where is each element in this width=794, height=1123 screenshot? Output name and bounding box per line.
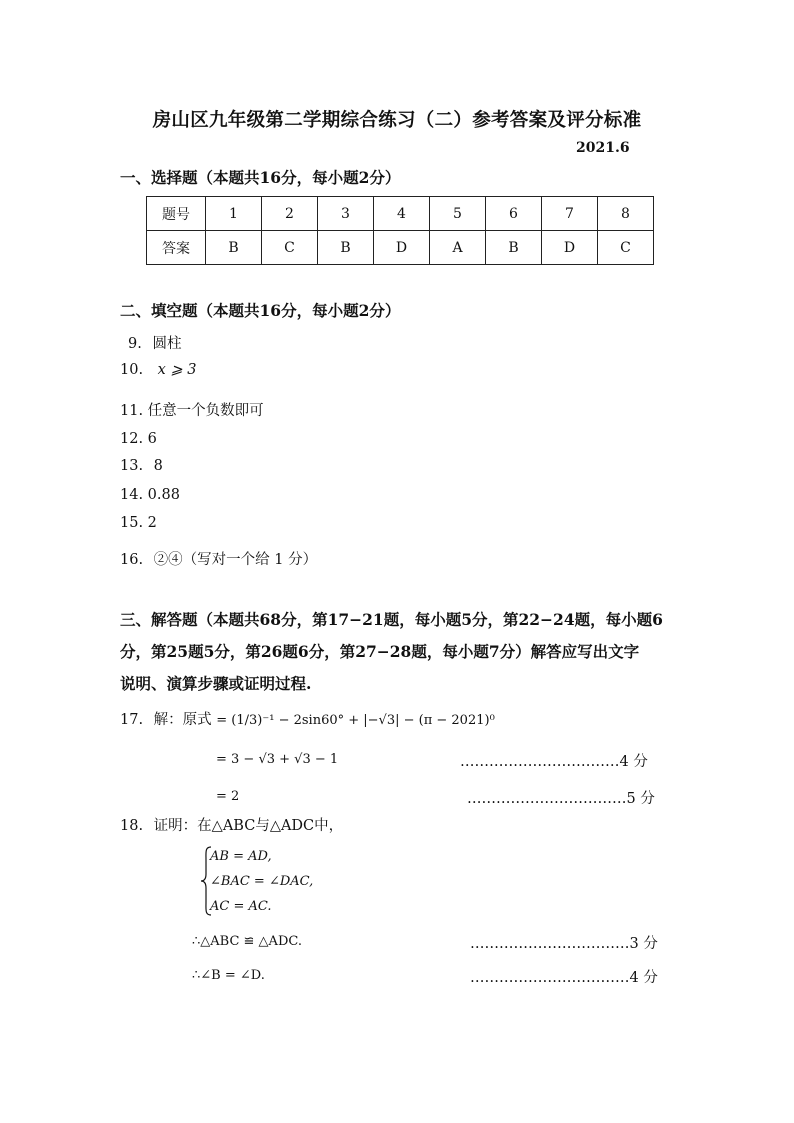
list-item: [120, 399, 264, 420]
item-answer: ②④（写对一个给 1 分）: [153, 552, 318, 568]
section-3-heading-line: 分，第25题5分，第26题6分，第27−28题，每小题7分）解答应写出文字: [120, 642, 640, 661]
section-3-heading-line: 三、解答题（本题共68分，第17−21题，每小题5分，第22−24题，每小题6: [120, 610, 663, 629]
proof-intro: 证明：在△ABC与△ADC中，: [153, 818, 344, 834]
item-number: 18.: [120, 818, 144, 834]
list-item: [120, 515, 157, 531]
table-row: [147, 231, 654, 265]
item-number: 14.: [120, 487, 144, 503]
solution-step: = 2: [216, 789, 240, 804]
score-line: ……………………………5 分: [467, 791, 655, 807]
table-cell: C: [262, 231, 318, 265]
table-cell: B: [486, 231, 542, 265]
page-title: 房山区九年级第二学期综合练习（二）参考答案及评分标准: [152, 110, 642, 131]
table-row: [147, 197, 654, 231]
item-answer: 圆柱: [152, 336, 182, 352]
item-number: 9.: [128, 336, 142, 352]
math-expression: = (1/3)⁻¹ − 2sin60° + |−√3| − (π − 2021)⁰: [216, 713, 495, 728]
question-17: [120, 708, 495, 729]
question-18: [120, 814, 343, 835]
table-cell: C: [598, 231, 654, 265]
item-answer: 2: [147, 515, 157, 531]
item-number: 11.: [120, 403, 144, 419]
system-line: ∠BAC = ∠DAC,: [210, 874, 314, 889]
item-number: 16.: [120, 552, 144, 568]
section-2-heading: 二、填空题（本题共16分，每小题2分）: [120, 301, 401, 320]
table-cell: 8: [598, 197, 654, 231]
table-cell: B: [318, 231, 374, 265]
item-number: 13.: [120, 458, 144, 474]
document-date: 2021.6: [576, 140, 630, 156]
table-cell: 题号: [147, 197, 206, 231]
item-answer: 任意一个负数即可: [147, 403, 264, 419]
system-line: AC = AC.: [210, 899, 272, 914]
table-cell: B: [206, 231, 262, 265]
solution-label: 解：原式: [153, 712, 212, 728]
table-cell: 5: [430, 197, 486, 231]
answer-table: [146, 196, 654, 265]
section-1-heading: 一、选择题（本题共16分，每小题2分）: [120, 168, 401, 187]
table-cell: 3: [318, 197, 374, 231]
table-cell: D: [374, 231, 430, 265]
list-item: [120, 362, 196, 378]
item-number: 10.: [120, 362, 144, 378]
score-line: ……………………………4 分: [460, 754, 648, 770]
item-number: 12.: [120, 431, 144, 447]
list-item: [128, 332, 181, 353]
item-number: 17.: [120, 712, 144, 728]
proof-conclusion: ∴∠B = ∠D.: [192, 968, 265, 983]
score-line: ……………………………3 分: [470, 936, 658, 952]
list-item: [120, 487, 180, 503]
section-3-heading-line: 说明、演算步骤或证明过程.: [120, 674, 312, 693]
table-cell: 答案: [147, 231, 206, 265]
list-item: [120, 548, 317, 569]
score-line: ……………………………4 分: [470, 970, 658, 986]
table-cell: 4: [374, 197, 430, 231]
table-cell: A: [430, 231, 486, 265]
item-answer: x ⩾ 3: [157, 362, 197, 378]
table-cell: 2: [262, 197, 318, 231]
table-cell: 6: [486, 197, 542, 231]
table-cell: D: [542, 231, 598, 265]
item-number: 15.: [120, 515, 144, 531]
table-cell: 7: [542, 197, 598, 231]
table-cell: 1: [206, 197, 262, 231]
item-answer: 8: [153, 458, 163, 474]
proof-conclusion: ∴△ABC ≌ △ADC.: [192, 934, 302, 949]
solution-step: = 3 − √3 + √3 − 1: [216, 752, 339, 767]
list-item: [120, 431, 157, 447]
list-item: [120, 458, 163, 474]
system-line: AB = AD,: [210, 849, 272, 864]
item-answer: 0.88: [147, 487, 180, 503]
item-answer: 6: [147, 431, 157, 447]
